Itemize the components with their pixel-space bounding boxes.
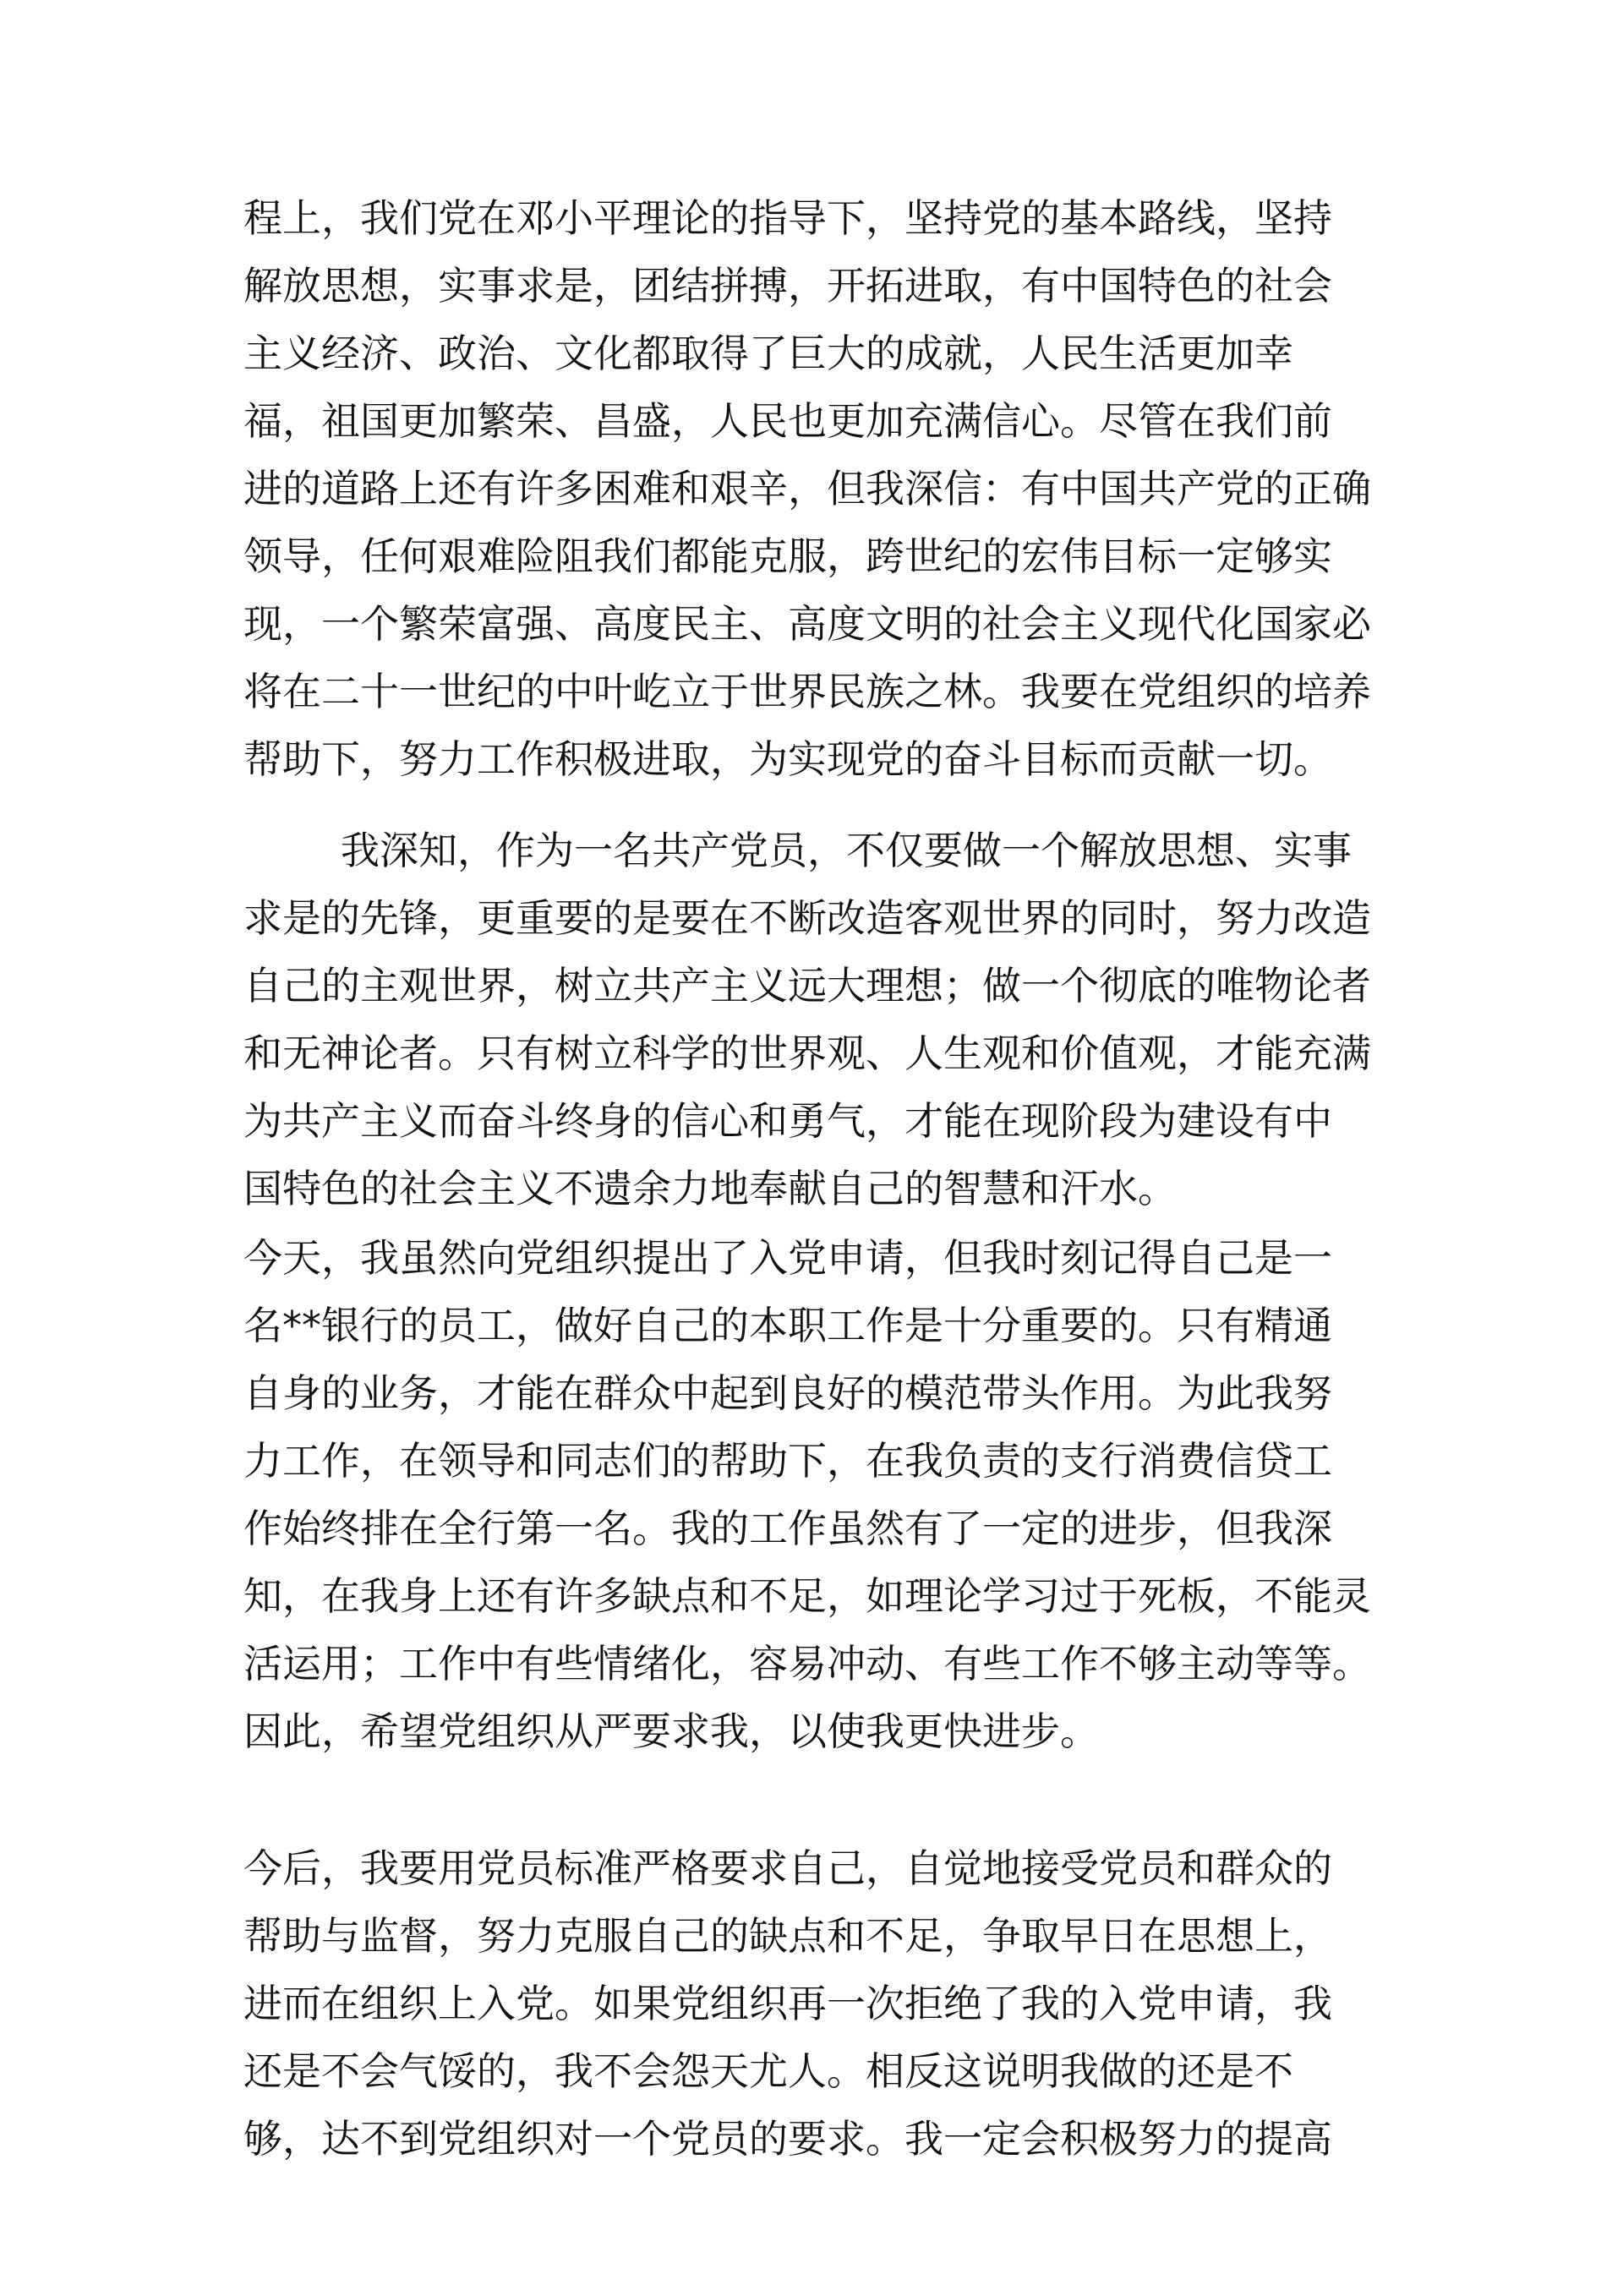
paragraph-2: [243, 817, 1393, 1222]
text-line: 我深知，作为一名共产党员，不仅要做一个解放思想、实事: [341, 828, 1352, 873]
text-line: 程上，我们党在邓小平理论的指导下，坚持党的基本路线，坚持: [243, 195, 1332, 241]
text-line: 为共产主义而奋斗终身的信心和勇气，才能在现阶段为建设有中: [243, 1098, 1332, 1144]
text-line: 和无神论者。只有树立科学的世界观、人生观和价值观，才能充满: [243, 1030, 1371, 1076]
text-line: 解放思想，实事求是，团结拼搏，开拓进取，有中国特色的社会: [243, 263, 1332, 309]
text-line: 知，在我身上还有许多缺点和不足，如理论学习过于死板，不能灵: [243, 1573, 1371, 1619]
text-line: 今天，我虽然向党组织提出了入党申请，但我时刻记得自己是一: [243, 1235, 1332, 1281]
text-line: 进而在组织上入党。如果党组织再一次拒绝了我的入党申请，我: [243, 1981, 1332, 2026]
text-line: 自身的业务，才能在群众中起到良好的模范带头作用。为此我努: [243, 1370, 1332, 1416]
text-line: 还是不会气馁的，我不会怨天尤人。相反这说明我做的还是不: [243, 2048, 1293, 2094]
paragraph-1: [243, 184, 1393, 793]
text-line: 将在二十一世纪的中叶屹立于世界民族之林。我要在党组织的培养: [243, 669, 1371, 714]
text-line: 领导，任何艰难险阻我们都能克服，跨世纪的宏伟目标一定够实: [243, 533, 1332, 579]
text-line: 进的道路上还有许多困难和艰辛，但我深信：有中国共产党的正确: [243, 466, 1371, 511]
text-line: 现，一个繁荣富强、高度民主、高度文明的社会主义现代化国家必: [243, 601, 1371, 647]
paragraph-3: [243, 1224, 1393, 1765]
paragraph-4: [243, 1834, 1393, 2173]
text-line: 力工作，在领导和同志们的帮助下，在我负责的支行消费信贷工: [243, 1438, 1332, 1484]
text-line: 够，达不到党组织对一个党员的要求。我一定会积极努力的提高: [243, 2116, 1332, 2162]
text-line: 主义经济、政治、文化都取得了巨大的成就，人民生活更加幸: [243, 331, 1293, 376]
text-line: 自己的主观世界，树立共产主义远大理想；做一个彻底的唯物论者: [243, 963, 1371, 1009]
text-line: 作始终排在全行第一名。我的工作虽然有了一定的进步，但我深: [243, 1506, 1332, 1551]
text-line: 今后，我要用党员标准严格要求自己，自觉地接受党员和群众的: [243, 1845, 1332, 1891]
text-line: 帮助下，努力工作积极进取，为实现党的奋斗目标而贡献一切。: [243, 736, 1332, 782]
text-line: 帮助与监督，努力克服自己的缺点和不足，争取早日在思想上，: [243, 1913, 1332, 1959]
text-line: 国特色的社会主义不遗余力地奉献自己的智慧和汗水。: [243, 1166, 1177, 1211]
text-line: 福，祖国更加繁荣、昌盛，人民也更加充满信心。尽管在我们前: [243, 398, 1332, 444]
text-line: 求是的先锋，更重要的是要在不断改造客观世界的同时，努力改造: [243, 895, 1371, 941]
text-line: 名**银行的员工，做好自己的本职工作是十分重要的。只有精通: [243, 1303, 1332, 1348]
text-line: 活运用；工作中有些情绪化，容易冲动、有些工作不够主动等等。: [243, 1641, 1371, 1686]
text-line: 因此，希望党组织从严要求我，以使我更快进步。: [243, 1708, 1099, 1754]
